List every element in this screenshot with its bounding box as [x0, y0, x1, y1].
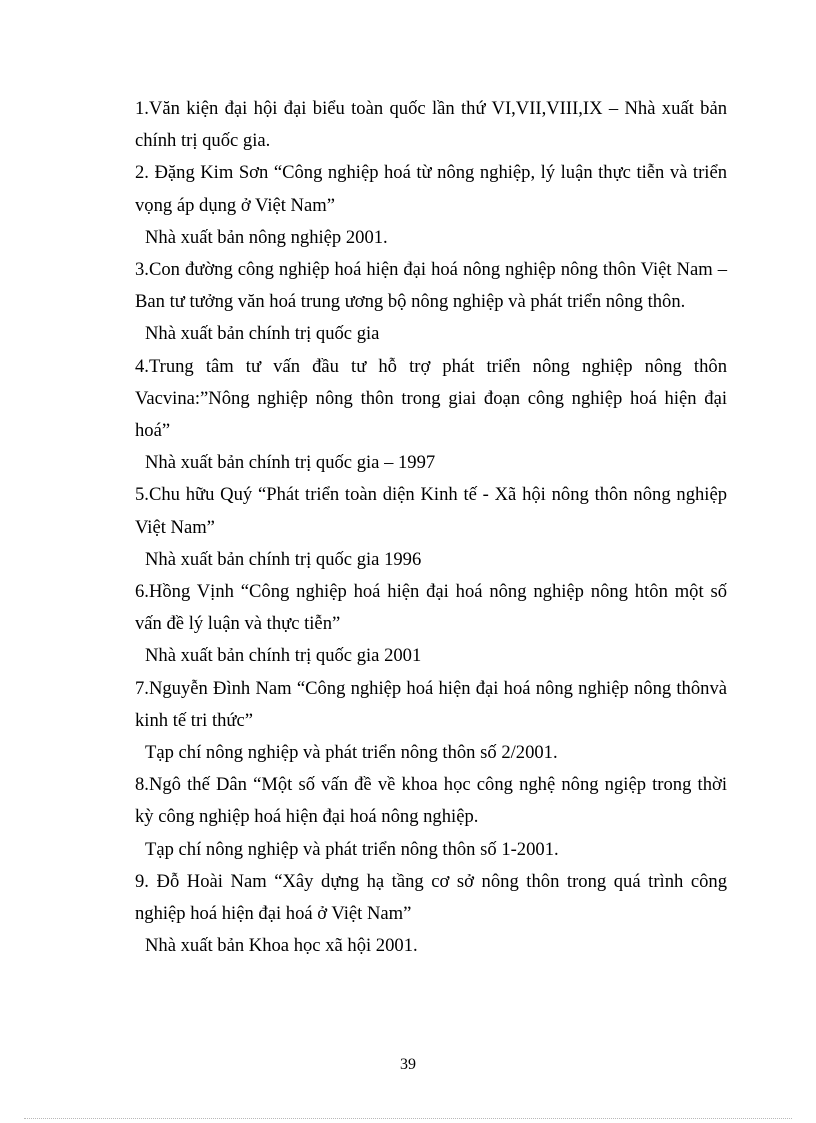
reference-publisher: Nhà xuất bản Khoa học xã hội 2001. — [145, 935, 418, 957]
page-bottom-divider — [24, 1118, 792, 1119]
reference-entry: 9. Đỗ Hoài Nam “Xây dựng hạ tầng cơ sở nông thôn trong quá trình công nghiệp hoá hiện đại hoá ở Việt Nam” — [135, 870, 727, 925]
reference-publisher: Tạp chí nông nghiệp và phát triển nông thôn số 1-2001. — [145, 838, 559, 860]
page-number: 39 — [400, 1056, 416, 1073]
reference-entry: 1.Văn kiện đại hội đại biểu toàn quốc lần thứ VI,VII,VIII,IX – Nhà xuất bản chính trị quốc gia. — [135, 98, 727, 152]
reference-publisher: Tạp chí nông nghiệp và phát triển nông thôn số 2/2001. — [145, 742, 558, 764]
reference-entry: 3.Con đường công nghiệp hoá hiện đại hoá nông nghiệp nông thôn Việt Nam – Ban tư tưởng văn hoá trung ương bộ nông nghiệp và phát triển nông thôn. — [135, 259, 727, 313]
reference-entry: 7.Nguyễn Đình Nam “Công nghiệp hoá hiện đại hoá nông nghiệp nông thônvà kinh tế tri thức” — [135, 677, 727, 731]
reference-list — [135, 93, 727, 962]
reference-entry: 2. Đặng Kim Sơn “Công nghiệp hoá từ nông nghiệp, lý luận thực tiễn và triển vọng áp dụng ở Việt Nam” — [135, 162, 727, 216]
reference-publisher: Nhà xuất bản chính trị quốc gia – 1997 — [145, 452, 436, 474]
reference-publisher: Nhà xuất bản chính trị quốc gia 2001 — [145, 645, 422, 667]
reference-entry: 8.Ngô thế Dân “Một số vấn đề về khoa học công nghệ nông ngiệp trong thời kỳ công nghiệp hoá hiện đại hoá nông nghiệp. — [135, 774, 727, 828]
reference-publisher: Nhà xuất bản nông nghiệp 2001. — [145, 226, 388, 248]
reference-publisher: Nhà xuất bản chính trị quốc gia — [145, 323, 380, 345]
reference-entry: 6.Hồng Vịnh “Công nghiệp hoá hiện đại hoá nông nghiệp nông htôn một số vấn đề lý luận và thực tiễn” — [135, 581, 727, 635]
reference-entry: 4.Trung tâm tư vấn đầu tư hỗ trợ phát triển nông nghiệp nông thôn Vacvina:”Nông nghiệp nông thôn trong giai đoạn công nghiệp hoá hiện đại hoá” — [135, 355, 727, 442]
reference-entry: 5.Chu hữu Quý “Phát triển toàn diện Kinh tế - Xã hội nông thôn nông nghiệp Việt Nam” — [135, 484, 727, 538]
reference-publisher: Nhà xuất bản chính trị quốc gia 1996 — [145, 548, 422, 570]
